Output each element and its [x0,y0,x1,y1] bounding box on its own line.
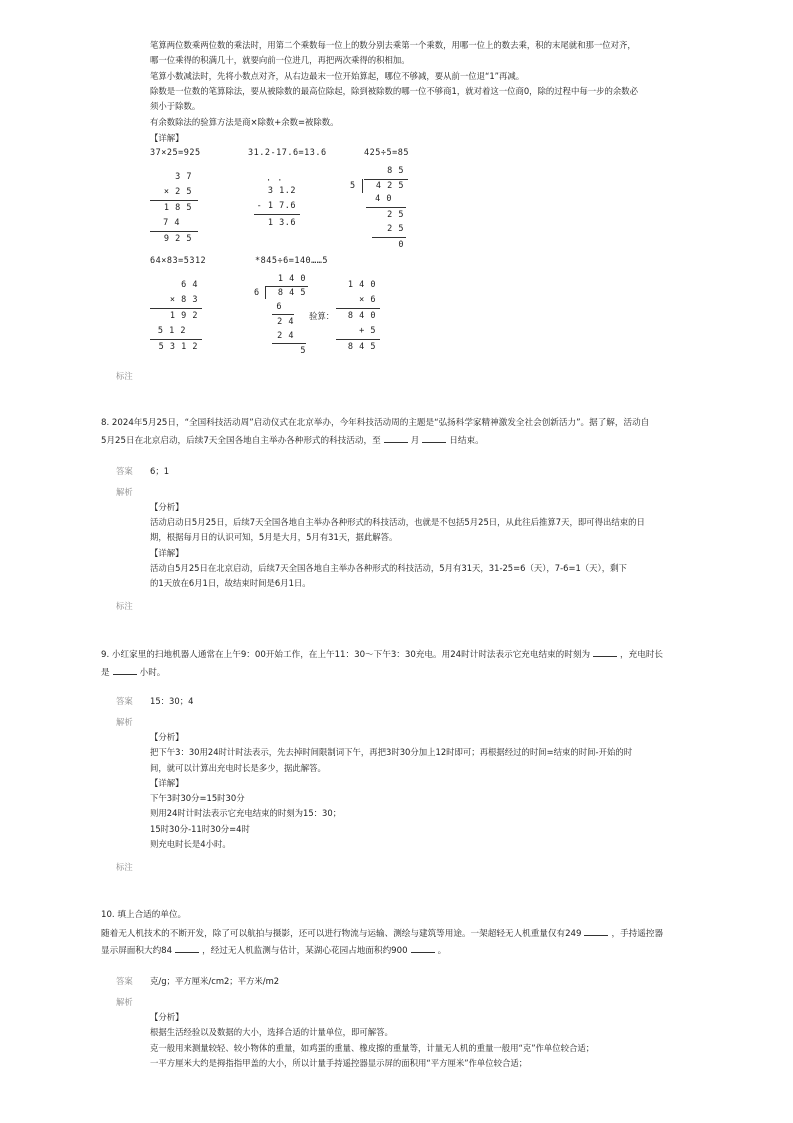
calc-row: 3 1.2 [267,186,296,196]
calc-line [150,200,198,201]
intro-line: 哪一位乘得的积满几十，就要向前一位进几，再把两次乘得的积相加。 [150,55,410,65]
analysis-text: 根据生活经验以及数据的大小，选择合适的计量单位，即可解答。 [150,1027,393,1037]
calc-step: 4 0 [375,194,392,204]
question-text-part: 。 [437,946,447,956]
question-text-part: 显示屏面积大约84 [101,946,173,956]
intro-line: 有余数除法的验算方法是商×除数+余数=被除数。 [150,117,339,127]
answer-value: 6；1 [150,466,170,476]
question-text-part: 随着无人机技术的不断开发，除了可以航拍与摄影，还可以进行物流与运输、测绘与建筑等用途。一架超轻无人机重量仅有249 [101,929,582,939]
question-text-part: 9. 小红家里的扫地机器人通常在上午9：00开始工作，在上午11：30～下午3：30充电。用24时计时法表示它充电结束的时刻为 [101,650,591,660]
calc-row: 6 4 [181,280,198,290]
calc-step: 2 5 [387,210,404,220]
detail-heading: 【详解】 [150,548,184,558]
answer-label: 答案 [116,466,133,476]
answer-label: 答案 [116,696,133,706]
detail-label: 【详解】 [150,133,184,143]
answer-blank [175,945,199,953]
question-text-part: ，手持遥控器 [611,929,664,939]
calc-line [150,308,202,309]
dividend: 4 2 5 [375,181,404,191]
analysis-heading: 【分析】 [150,502,184,512]
analysis-heading: 【分析】 [150,732,184,742]
calc-step: 0 [398,240,404,250]
detail-text: 15时30分-11时30分=4时 [150,824,250,834]
calc-row: 8 4 5 [347,342,376,352]
calc-equation: 31.2-17.6=13.6 [248,148,327,158]
calc-line [272,343,306,344]
calc-row: 5 3 1 2 [158,342,198,352]
intro-line: 笔算两位数乘两位数的乘法时，用第二个乘数每一位上的数分别去乘第一个乘数，用哪一位上的数去乘，积的末尾就和那一位对齐， [150,40,636,50]
calc-equation: 425÷5=85 [364,148,409,158]
mark-label: 标注 [116,601,133,611]
answer-blank [113,667,137,675]
calc-row: 7 4 [163,218,180,228]
calc-row: - 1 7.6 [256,201,296,211]
calc-equation: *845÷6=140……5 [255,256,329,266]
question-title: 10. 填上合适的单位。 [101,910,187,920]
calc-row: 5 1 2 [157,326,186,336]
answer-blank [422,435,446,443]
calc-step: 2 4 [277,317,294,327]
answer-label: 答案 [116,976,133,986]
question-text-part: ，经过无人机监测与估计，某湖心花园占地面积约900 [202,946,408,956]
analysis-heading: 【分析】 [150,1012,184,1022]
calc-equation: 37×25=925 [150,148,201,158]
calc-row: × 6 [359,295,376,305]
answer-blank [411,945,435,953]
divisor: 5 [350,181,356,191]
calc-row: 1 3.6 [267,218,296,228]
question-text: 8. 2024年5月25日，“全国科技活动周”启动仪式在北京举办，今年科技活动周的主题是“弘扬科学家精神激发全社会创新活力”。据了解，活动自 [101,418,650,428]
question-text-part: 日结束。 [449,436,484,446]
question-text [101,435,484,446]
analysis-label: 解析 [116,997,133,1007]
detail-text: 则用24时计时法表示它充电结束的时刻为15：30； [150,808,342,818]
calc-line [336,308,380,309]
analysis-text: 活动启动日5月25日，后续7天全国各地自主举办各种形式的科技活动，也就是不包括5月25日，从此往后推算7天，即可得出结束的日 [150,517,645,527]
question-text-part: 月 [410,436,420,446]
analysis-text: 一平方厘米大约是拇指指甲盖的大小，所以计量手持遥控器显示屏的面积用“平方厘米”作单位较合适； [150,1058,528,1068]
detail-text: 下午3时30分=15时30分 [150,793,245,803]
analysis-label: 解析 [116,487,133,497]
analysis-text: 把下午3：30用24时计时法表示，先去掉时间限制词下午，再把3时30分加上12时即可；再根据经过的时间=结束的时间-开始的时 [150,747,633,757]
calc-step: 2 4 [277,331,294,341]
division-bracket [265,286,266,299]
calc-equation: 64×83=5312 [150,256,207,266]
calc-row: 9 2 5 [163,234,192,244]
analysis-text: 期，根据每月日的认识可知，5月是大月，5月有31天，据此解答。 [150,532,398,542]
intro-line: 须小于除数。 [150,101,201,111]
calc-row: 3 7 [175,172,192,182]
calc-line [150,231,198,232]
question-text [101,667,165,678]
calc-row: 1 4 0 [347,280,376,290]
calc-row: + 5 [359,326,376,336]
answer-blank [593,649,617,657]
calc-row: 1 9 2 [169,311,198,321]
calc-row: 8 4 0 [347,311,376,321]
quotient: 8 5 [387,166,404,176]
calc-step: 2 5 [387,224,404,234]
question-text-part: 小时。 [139,668,166,678]
quotient: 1 4 0 [277,274,306,284]
division-bar [364,179,408,180]
detail-text: 活动自5月25日在北京启动，后续7天全国各地自主举办各种形式的科技活动，5月有31天，31-25=6（天），7-6=1（天），剩下 [150,563,627,573]
division-bar [266,286,308,287]
answer-blank [584,928,608,936]
detail-heading: 【详解】 [150,778,184,788]
analysis-text: 克一般用来测量较轻、较小物体的重量，如鸡蛋的重量、橡皮擦的重量等，计量无人机的重量一般用“克”作单位较合适； [150,1043,595,1053]
question-text-part: 是 [101,668,110,678]
detail-text: 则充电时长是4小时。 [150,839,231,849]
calc-line [336,339,380,340]
answer-value: 克/g；平方厘米/cm2；平方米/m2 [150,976,280,986]
mark-label: 标注 [116,862,133,872]
question-text [101,649,663,660]
calc-row: × 8 3 [169,295,198,305]
intro-line: 除数是一位数的笔算除法，要从被除数的最高位除起，除到被除数的哪一位不够商1，就对着这一位商0，除的过程中每一步的余数必 [150,86,639,96]
analysis-text: 间，就可以计算出充电时长是多少，据此解答。 [150,763,326,773]
question-text-part: 5月25日在北京启动，后续7天全国各地自主举办各种形式的科技活动，至 [101,436,381,446]
borrow-dots: · · [266,176,283,186]
answer-value: 15：30；4 [150,696,194,706]
calc-row: × 2 5 [163,187,192,197]
calc-line [366,207,406,208]
verify-label: 验算： [309,311,335,321]
calc-line [150,339,202,340]
question-text-part: ，充电时长 [620,650,664,660]
division-bracket [362,179,363,193]
calc-step: 5 [300,346,306,356]
dividend: 8 4 5 [277,288,306,298]
divisor: 6 [254,288,260,298]
mark-label: 标注 [116,371,133,381]
calc-line [272,314,294,315]
answer-blank [384,435,408,443]
question-text [101,928,663,939]
analysis-label: 解析 [116,717,133,727]
detail-text: 的1天放在6月1日，故结束时间是6月1日。 [150,578,311,588]
calc-step: 6 [276,302,282,312]
calc-row: 1 8 5 [163,203,192,213]
calc-line [254,214,300,215]
calc-line [372,237,406,238]
question-text [101,945,446,956]
intro-line: 笔算小数减法时，先将小数点对齐，从右边最末一位开始算起，哪位不够减，要从前一位退“1”再减。 [150,71,525,81]
